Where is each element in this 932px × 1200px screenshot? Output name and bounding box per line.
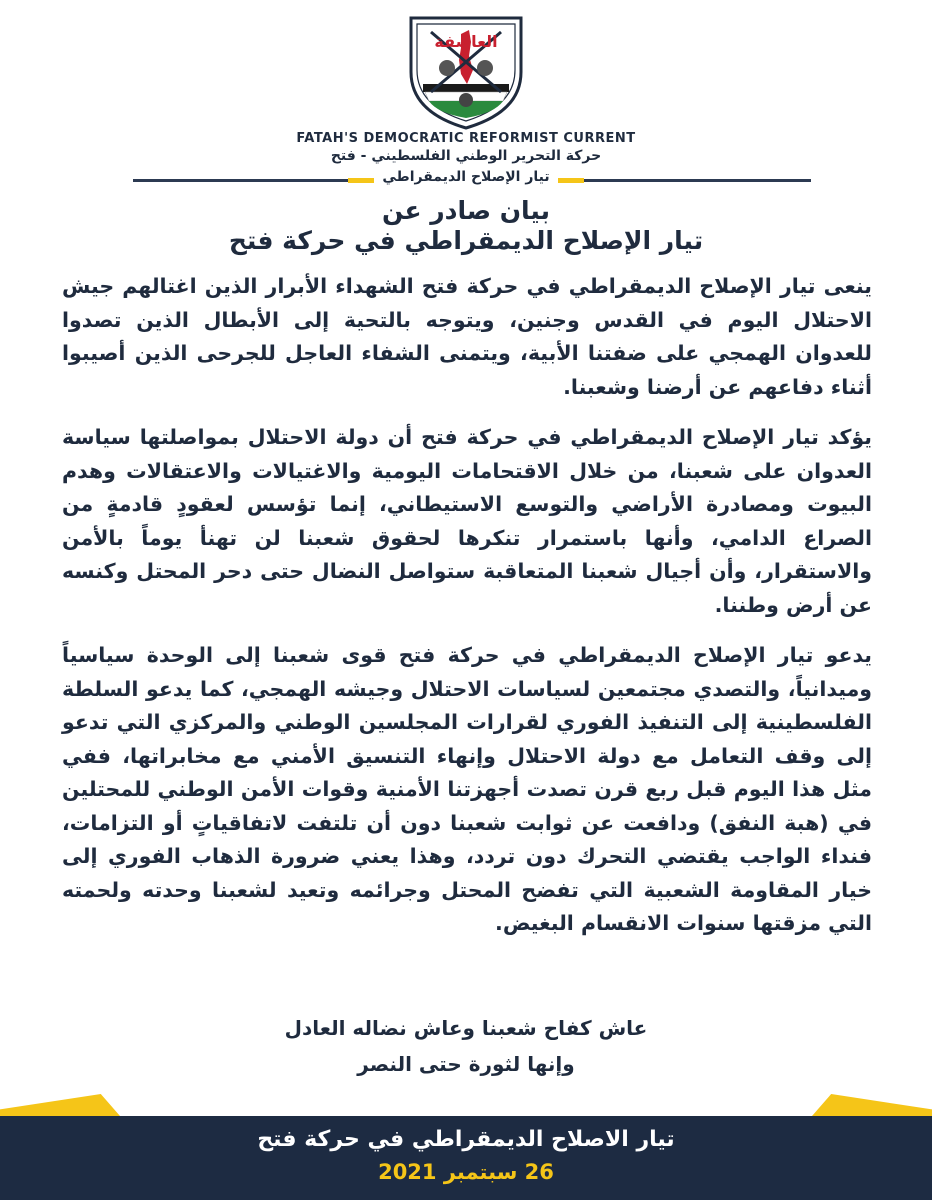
current-name-label: تيار الإصلاح الديمقراطي <box>374 169 557 185</box>
fatah-emblem-logo <box>403 12 529 130</box>
statement-paragraph: ينعى تيار الإصلاح الديمقراطي في حركة فتح الشهداء الأبرار الذين اغتالهم جيش الاحتلال اليوم في القدس وجنين، ويتوجه بالتحية إلى الأبطال الذين تصدوا للعدوان الهمجي على ضفتنا الأبية، ويتمنى الشفاء العاجل للجرحى الذين أصيبوا أثناء دفاعهم عن أرضنا وشعبنا. <box>62 274 872 399</box>
statement-title-line2: تيار الإصلاح الديمقراطي في حركة فتح <box>228 226 704 255</box>
closing-line-1: عاش كفاح شعبنا وعاش نضاله العادل <box>284 1016 648 1040</box>
statement-paragraph: يؤكد تيار الإصلاح الديمقراطي في حركة فتح أن دولة الاحتلال بمواصلتها سياسة العدوان على شعبنا، من خلال الاقتحامات اليومية والاغتيالات والاعتقالات وهدم البيوت ومصادرة الأراضي والتوسع الاستيطاني، إنما تؤسس لعقودٍ قادمةٍ من الصراع الدامي، وأنها باستمرار تنكرها لحقوق شعبنا لن تهنأ يوماً بالأمن والاستقرار، وأن أجيال شعبنا المتعاقبة ستواصل النضال حتى دحر المحتل وكنسه عن أرض وطننا. <box>62 425 872 617</box>
footer-title: تيار الاصلاح الديمقراطي في حركة فتح <box>257 1127 675 1152</box>
logo-calligraphy: العاصفة <box>434 32 498 51</box>
statement-closing <box>0 1010 932 1082</box>
org-name-english: FATAH'S DEMOCRATIC REFORMIST CURRENT <box>296 131 636 146</box>
closing-line-2: وإنها لثورة حتى النصر <box>357 1052 575 1076</box>
current-name-arabic <box>0 169 932 185</box>
statement-body <box>62 270 872 958</box>
org-name-arabic: حركة التحرير الوطني الفلسطيني - فتح <box>330 148 602 164</box>
footer-date: 26 سبتمبر 2021 <box>378 1160 554 1184</box>
footer-accent-left <box>0 1094 120 1116</box>
statement-title-line1: بيان صادر عن <box>381 196 551 225</box>
letterhead <box>0 0 932 200</box>
footer-accent-right <box>812 1094 932 1116</box>
statement-paragraph: يدعو تيار الإصلاح الديمقراطي في حركة فتح قوى شعبنا إلى الوحدة سياسياً وميدانياً، والتصدي مجتمعين لسياسات الاحتلال وجيشه الهمجي، كما يدعو السلطة الفلسطينية إلى التنفيذ الفوري لقرارات المجلسين الوطني والمركزي التي تدعو إلى وقف التعامل مع دولة الاحتلال وإنهاء التنسيق الأمني مع مخابراتها، ففي مثل هذا اليوم قبل ربع قرن تصدت أجهزتنا الأمنية وقوات الأمن الوطني للمحتلين في (هبة النفق) ودافعت عن ثوابت شعبنا دون أن تلتفت لاتفاقياتٍ أو التزامات، فنداء الواجب يقتضي التحرك دون تردد، وهذا يعني ضرورة الذهاب الفوري إلى خيار المقاومة الشعبية التي تفضح المحتل وجرائمه وتعيد لشعبنا وحدته ولحمته التي مزقتها سنوات الانقسام البغيض. <box>62 643 872 935</box>
